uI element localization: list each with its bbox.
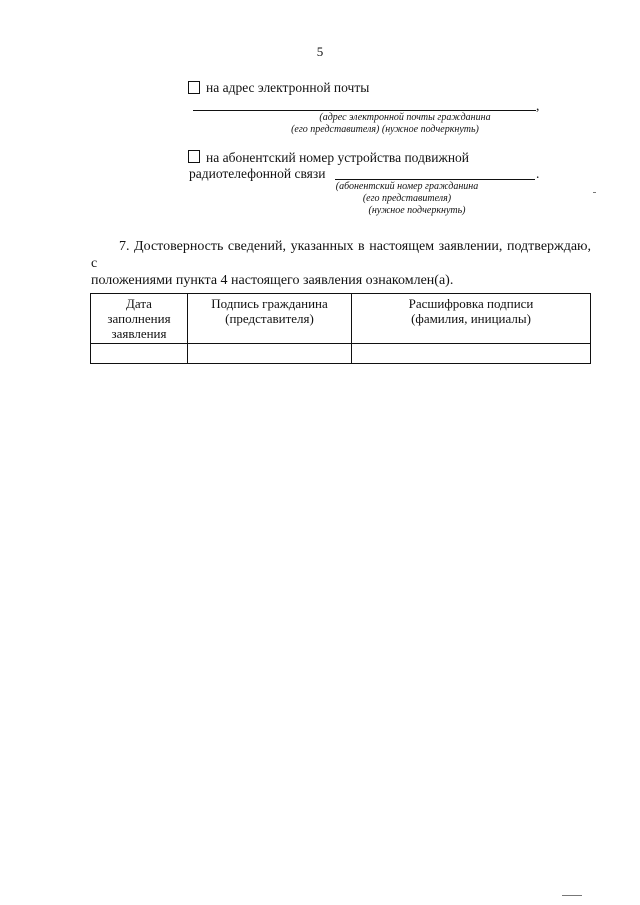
signature-table — [90, 293, 591, 364]
signature-cell[interactable] — [188, 344, 352, 364]
decoding-cell[interactable] — [352, 344, 591, 364]
phone-option-label-line2: радиотелефонной связи — [189, 166, 326, 181]
phone-line-end: . — [536, 166, 540, 181]
date-header: Дата заполнения заявления — [91, 294, 188, 344]
email-input-line[interactable] — [193, 110, 536, 111]
email-note-line1: (адрес электронной почты гражданина — [319, 112, 491, 123]
phone-note-line1: (абонентский номер гражданина — [335, 181, 479, 192]
email-checkbox[interactable] — [188, 81, 200, 94]
page-number: 5 — [316, 44, 324, 59]
paragraph-7-line2: положениями пункта 4 настоящего заявления ознакомлен(а). — [91, 273, 454, 288]
scan-speck — [593, 192, 596, 193]
phone-input-line[interactable] — [335, 179, 535, 180]
phone-checkbox[interactable] — [188, 150, 200, 163]
phone-note-line2: (его представителя) — [362, 193, 452, 204]
paragraph-7 — [91, 238, 591, 289]
table-header-row — [91, 294, 591, 344]
table-row — [91, 344, 591, 364]
email-option-label: на адрес электронной почты — [206, 80, 370, 95]
email-line-end: , — [536, 98, 540, 113]
phone-note-line3: (нужное подчеркнуть) — [368, 205, 466, 216]
phone-option-label-line1: на абонентский номер устройства подвижной — [206, 150, 470, 165]
signature-header: Подпись гражданина (представителя) — [188, 294, 352, 344]
email-note-line2: (его представителя) (нужное подчеркнуть) — [291, 124, 479, 135]
decoding-header: Расшифровка подписи (фамилия, инициалы) — [352, 294, 591, 344]
date-cell[interactable] — [91, 344, 188, 364]
paragraph-7-line1: 7. Достоверность сведений, указанных в настоящем заявлении, подтверждаю, с — [91, 239, 591, 271]
scan-speck — [562, 895, 582, 896]
